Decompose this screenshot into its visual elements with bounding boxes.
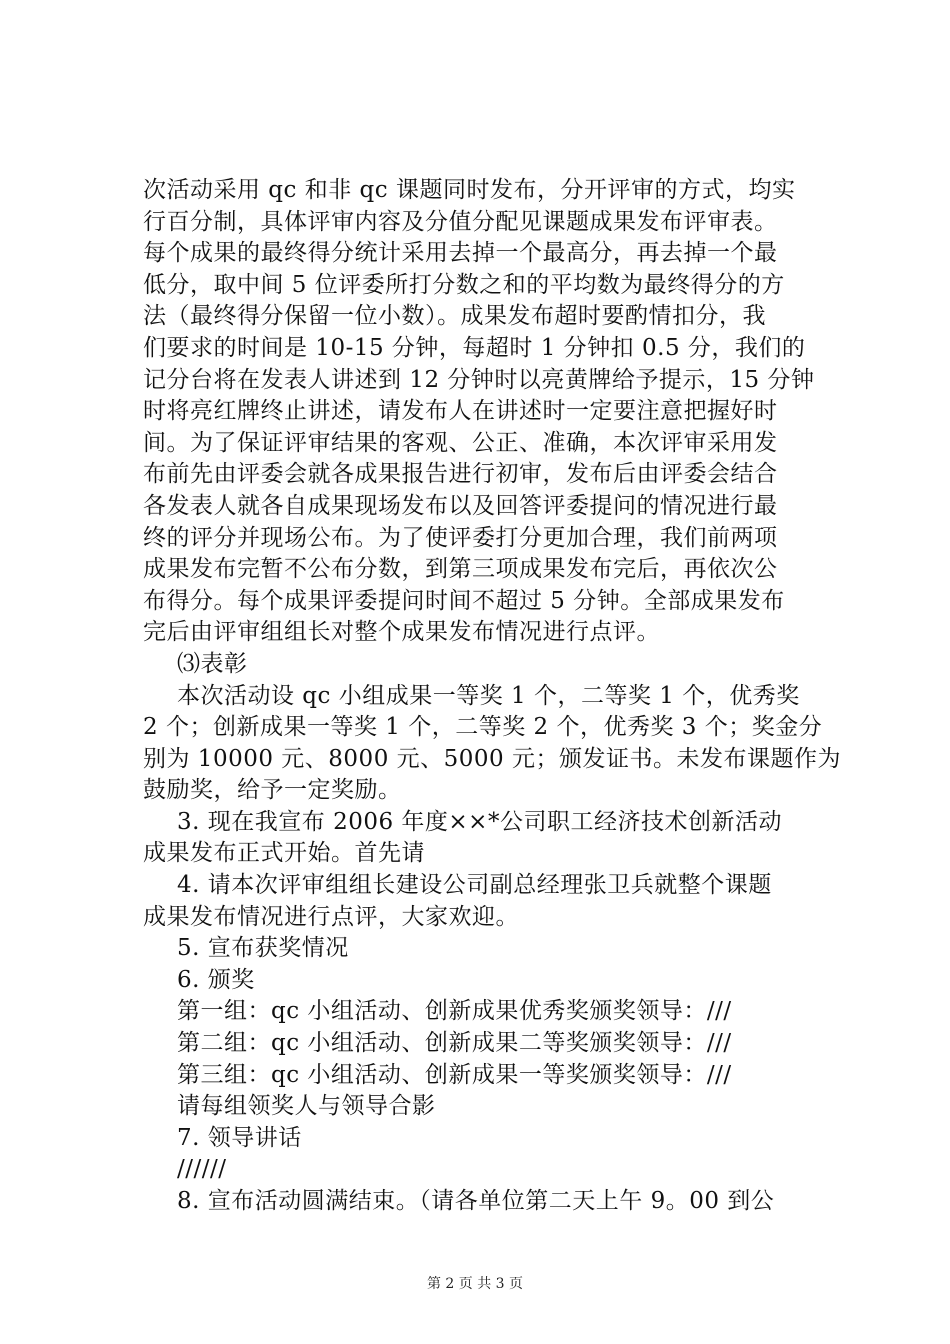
paragraph-line: 鼓励奖，给予一定奖励。 — [143, 777, 402, 804]
page-number-footer: 第 2 页 共 3 页 — [426, 1276, 524, 1292]
paragraph-line: 本次活动设 qc 小组成果一等奖 1 个，二等奖 1 个，优秀奖 — [177, 682, 800, 709]
paragraph-line: 记分台将在发表人讲述到 12 分钟时以亮黄牌给予提示，15 分钟 — [143, 366, 815, 393]
paragraph-line: 各发表人就各自成果现场发布以及回答评委提问的情况进行最 — [143, 492, 778, 519]
paragraph-line: ⑶表彰 — [177, 650, 248, 677]
paragraph-line: 行百分制，具体评审内容及分值分配见课题成果发布评审表。 — [143, 208, 778, 235]
paragraph-line: 们要求的时间是 10-15 分钟，每超时 1 分钟扣 0.5 分，我们的 — [143, 334, 806, 361]
paragraph-line: 第一组：qc 小组活动、创新成果优秀奖颁奖领导：/// — [177, 998, 732, 1025]
paragraph-line: 3. 现在我宣布 2006 年度××*公司职工经济技术创新活动 — [177, 808, 782, 835]
paragraph-line: 布得分。每个成果评委提问时间不超过 5 分钟。全部成果发布 — [143, 587, 785, 614]
paragraph-line: 完后由评审组组长对整个成果发布情况进行点评。 — [143, 619, 660, 646]
paragraph-line: 2 个；创新成果一等奖 1 个，二等奖 2 个，优秀奖 3 个；奖金分 — [143, 714, 823, 741]
document-body — [141, 175, 841, 1218]
paragraph-line: 6. 颁奖 — [177, 966, 255, 993]
paragraph-line: 7. 领导讲话 — [177, 1124, 302, 1151]
paragraph-line: 请每组领奖人与领导合影 — [177, 1093, 436, 1120]
paragraph-line: 终的评分并现场公布。为了使评委打分更加合理，我们前两项 — [143, 524, 778, 551]
paragraph-line: 8. 宣布活动圆满结束。（请各单位第二天上午 9。00 到公 — [177, 1188, 775, 1214]
paragraph-line: 次活动采用 qc 和非 qc 课题同时发布，分开评审的方式，均实 — [143, 177, 796, 203]
paragraph-line: ////// — [177, 1156, 227, 1183]
paragraph-line: 时将亮红牌终止讲述，请发布人在讲述时一定要注意把握好时 — [143, 398, 778, 425]
paragraph-line: 第三组：qc 小组活动、创新成果一等奖颁奖领导：/// — [177, 1061, 732, 1088]
paragraph-line: 第二组：qc 小组活动、创新成果二等奖颁奖领导：/// — [177, 1030, 732, 1057]
paragraph-line: 低分，取中间 5 位评委所打分数之和的平均数为最终得分的方 — [143, 271, 785, 298]
paragraph-line: 5. 宣布获奖情况 — [177, 935, 349, 962]
paragraph-line: 布前先由评委会就各成果报告进行初审，发布后由评委会结合 — [143, 461, 778, 488]
paragraph-line: 每个成果的最终得分统计采用去掉一个最高分，再去掉一个最 — [143, 240, 778, 267]
paragraph-line: 法（最终得分保留一位小数）。成果发布超时要酌情扣分，我 — [143, 303, 766, 330]
paragraph-line: 间。为了保证评审结果的客观、公正、准确，本次评审采用发 — [143, 429, 778, 456]
paragraph-line: 别为 10000 元、8000 元、5000 元；颁发证书。未发布课题作为 — [143, 745, 841, 772]
paragraph-line: 4. 请本次评审组组长建设公司副总经理张卫兵就整个课题 — [177, 872, 772, 899]
paragraph-line: 成果发布正式开始。首先请 — [143, 840, 425, 867]
paragraph-line: 成果发布完暂不公布分数，到第三项成果发布完后，再依次公 — [143, 556, 778, 583]
paragraph-line: 成果发布情况进行点评，大家欢迎。 — [143, 903, 519, 930]
